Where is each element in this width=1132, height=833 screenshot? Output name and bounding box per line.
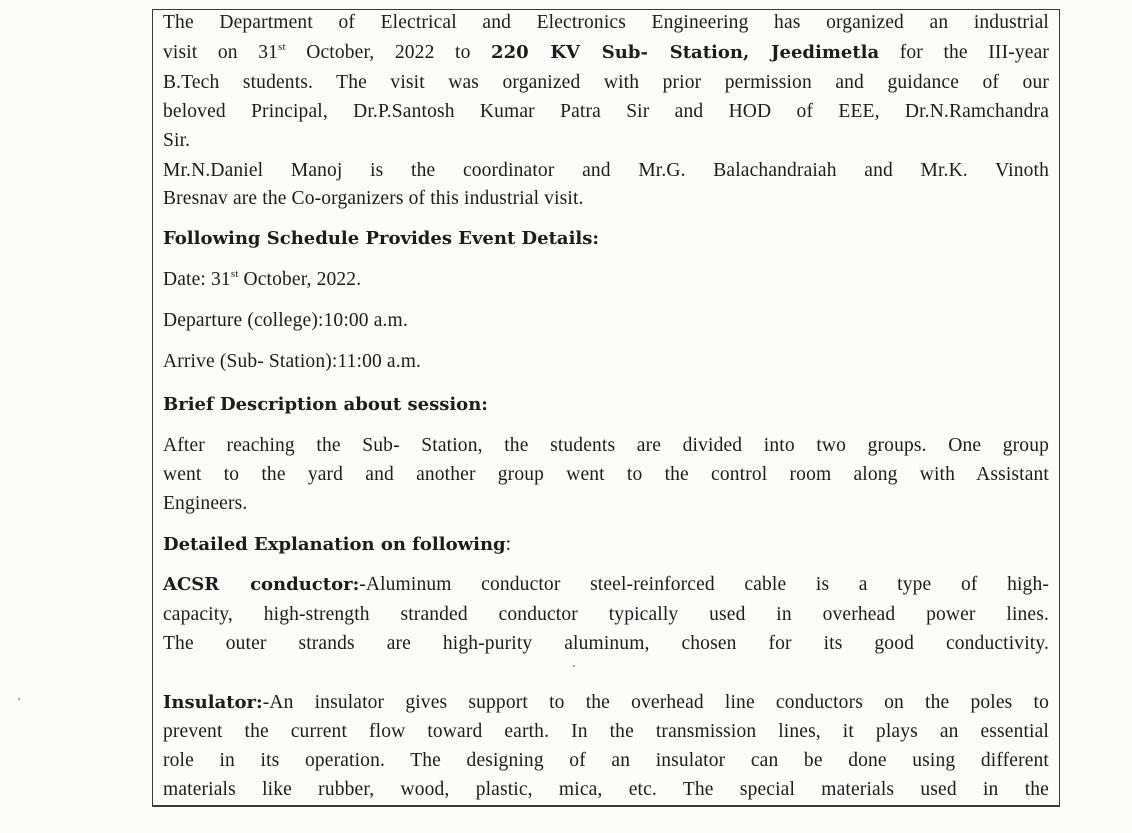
intro-line-1: The Department of Electrical and Electronics Engineering has organized an industrial xyxy=(163,12,1049,33)
acsr-line-3: The outer strands are high-purity aluminum, chosen for its good conductivity. xyxy=(163,633,1049,654)
acsr-text: -Aluminum conductor steel-reinforced cable is a type of high- xyxy=(359,574,1049,595)
scan-speck xyxy=(18,698,20,700)
superscript: st xyxy=(230,268,239,280)
scan-speck xyxy=(573,665,575,667)
session-heading: Brief Description about session: xyxy=(163,394,488,415)
explanation-heading-colon: : xyxy=(505,534,512,555)
superscript: st xyxy=(278,41,286,53)
insulator-line-1 xyxy=(163,692,1049,714)
insulator-line-2: prevent the current flow toward earth. In the transmission lines, it plays an essential xyxy=(163,721,1049,742)
intro-text: for the III-year xyxy=(879,42,1050,63)
schedule-departure: Departure (college):10:00 a.m. xyxy=(163,310,408,331)
organizers-line-2: Bresnav are the Co-organizers of this industrial visit. xyxy=(163,188,584,209)
session-line-2: went to the yard and another group went to the control room along with Assistant xyxy=(163,464,1049,485)
acsr-line-1 xyxy=(163,574,1049,596)
intro-line-2 xyxy=(163,42,1049,64)
intro-text: October, 2022 to xyxy=(285,42,492,63)
explanation-heading xyxy=(163,534,1049,556)
schedule-arrive: Arrive (Sub- Station):11:00 a.m. xyxy=(163,351,422,372)
insulator-term: Insulator: xyxy=(163,692,263,713)
intro-text: visit on 31 xyxy=(163,42,279,63)
schedule-heading: Following Schedule Provides Event Details: xyxy=(163,228,600,249)
acsr-line-2: capacity, high-strength stranded conductor typically used in overhead power lines. xyxy=(163,604,1049,625)
acsr-term: ACSR conductor: xyxy=(163,574,360,595)
schedule-date xyxy=(163,269,1049,291)
date-value: October, 2022. xyxy=(238,269,362,290)
insulator-text: -An insulator gives support to the overhead line conductors on the poles to xyxy=(262,692,1049,713)
document-frame xyxy=(152,9,1060,807)
venue-name: 220 KV Sub- Station, Jeedimetla xyxy=(491,42,880,63)
insulator-line-3: role in its operation. The designing of an insulator can be done using different xyxy=(163,750,1049,771)
explanation-heading-text: Detailed Explanation on following xyxy=(163,534,506,555)
intro-line-4: beloved Principal, Dr.P.Santosh Kumar Patra Sir and HOD of EEE, Dr.N.Ramchandra xyxy=(163,101,1049,122)
session-line-3: Engineers. xyxy=(163,493,248,514)
session-line-1: After reaching the Sub- Station, the students are divided into two groups. One group xyxy=(163,435,1049,456)
organizers-line-1: Mr.N.Daniel Manoj is the coordinator and Mr.G. Balachandraiah and Mr.K. Vinoth xyxy=(163,160,1049,181)
insulator-line-4: materials like rubber, wood, plastic, mica, etc. The special materials used in the xyxy=(163,779,1049,800)
date-label: Date: 31 xyxy=(163,269,231,290)
intro-line-3: B.Tech students. The visit was organized with prior permission and guidance of our xyxy=(163,72,1049,93)
intro-line-5: Sir. xyxy=(163,130,191,151)
